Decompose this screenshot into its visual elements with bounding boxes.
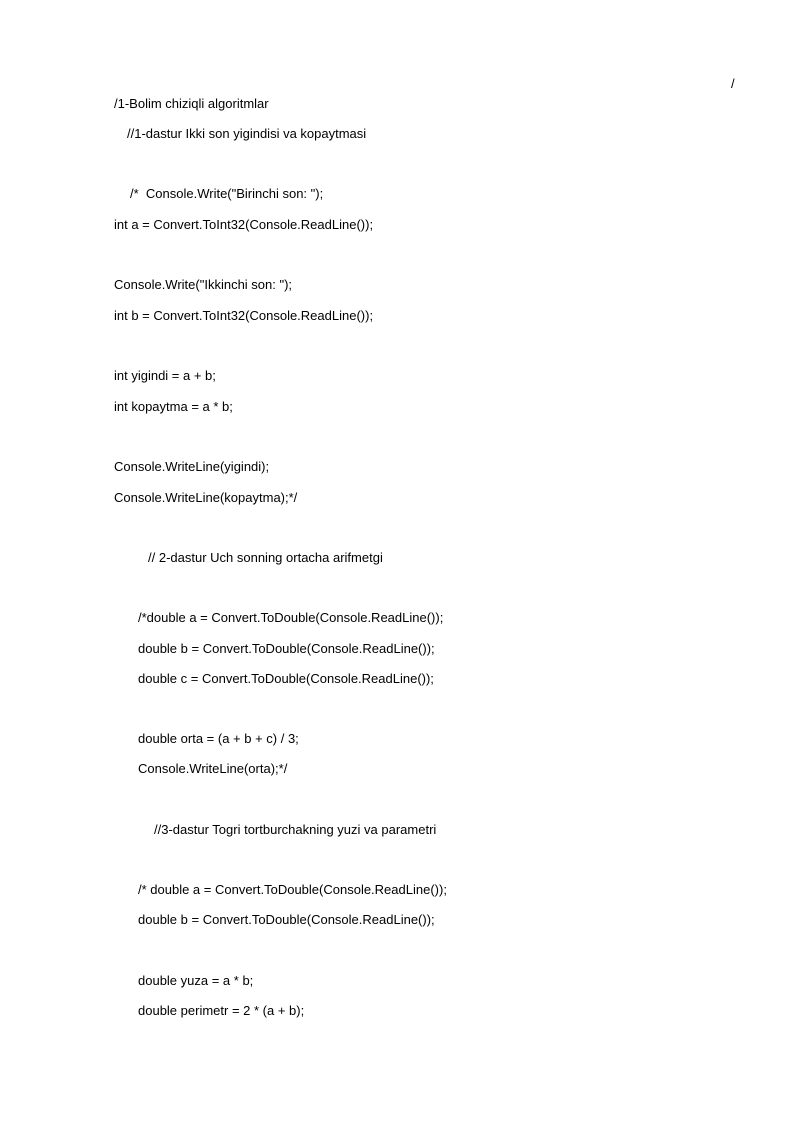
code-line: Console.WriteLine(yigindi);: [114, 459, 270, 474]
code-line: int a = Convert.ToInt32(Console.ReadLine());: [114, 217, 374, 232]
code-line: Console.WriteLine(kopaytma);*/: [114, 490, 298, 505]
code-line: Console.Write("Ikkinchi son: ");: [114, 277, 293, 292]
code-line: double yuza = a * b;: [138, 973, 254, 988]
corner-slash-mark: /: [731, 76, 735, 91]
code-line: Console.WriteLine(orta);*/: [138, 761, 288, 776]
code-line: double b = Convert.ToDouble(Console.ReadLine());: [138, 912, 435, 927]
program-3-comment-line: //3-dastur Togri tortburchakning yuzi va parametri: [154, 822, 437, 837]
program-2-comment-line: // 2-dastur Uch sonning ortacha arifmetgi: [148, 550, 383, 565]
section-heading-line: /1-Bolim chiziqli algoritmlar: [114, 96, 269, 111]
code-line: /* Console.Write("Birinchi son: ");: [130, 186, 324, 201]
code-line: int yigindi = a + b;: [114, 368, 216, 383]
code-line: double perimetr = 2 * (a + b);: [138, 1003, 305, 1018]
code-line: double c = Convert.ToDouble(Console.ReadLine());: [138, 671, 434, 686]
code-line: int b = Convert.ToInt32(Console.ReadLine());: [114, 308, 374, 323]
program-1-comment-line: //1-dastur Ikki son yigindisi va kopaytmasi: [127, 126, 367, 141]
code-line: int kopaytma = a * b;: [114, 399, 233, 414]
code-line: double orta = (a + b + c) / 3;: [138, 731, 299, 746]
code-line: double b = Convert.ToDouble(Console.ReadLine());: [138, 641, 435, 656]
code-line: /* double a = Convert.ToDouble(Console.ReadLine());: [138, 882, 447, 897]
code-line: /*double a = Convert.ToDouble(Console.ReadLine());: [138, 610, 444, 625]
